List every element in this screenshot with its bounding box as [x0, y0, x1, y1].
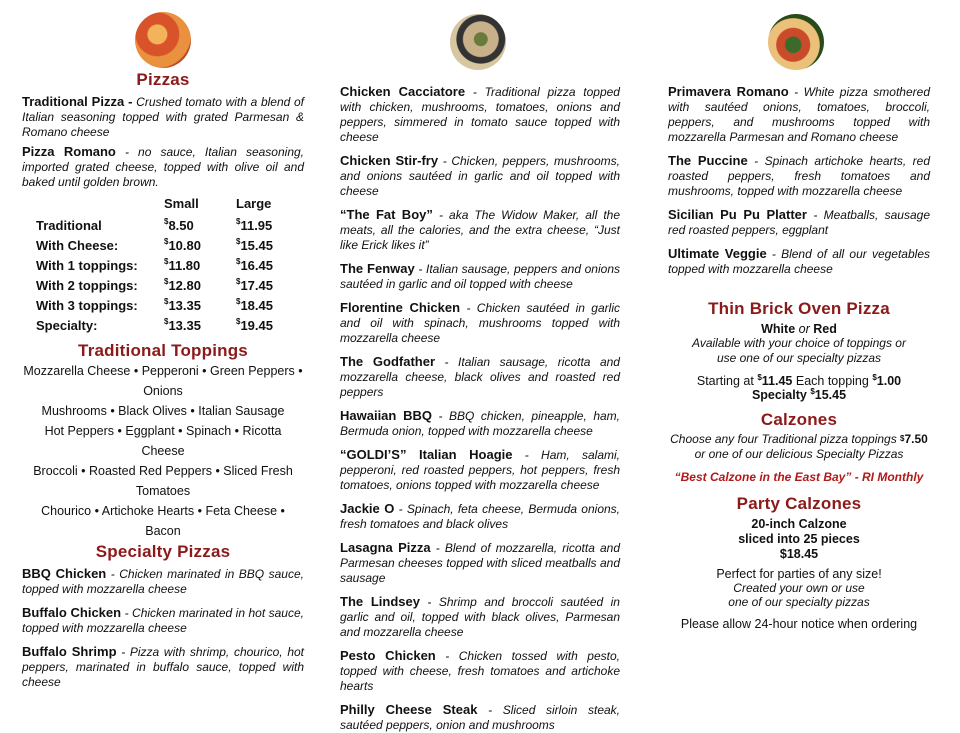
small-header: Small — [164, 196, 199, 211]
price-row: Traditional $8.50 $11.95 — [36, 216, 273, 233]
menu-item: Jackie O - Spinach, feta cheese, Bermuda onions, fresh tomatoes and black olives — [340, 501, 620, 531]
menu-item: The Godfather - Italian sausage, ricotta and mozzarella cheese, black olives and roasted red peppers — [340, 354, 620, 399]
menu-item: The Lindsey - Shrimp and broccoli sautéed in garlic and oil, topped with black olives, Parmesan and mozzarella cheese — [340, 594, 620, 639]
thin-pizza-heading: Thin Brick Oven Pizza — [708, 299, 890, 318]
menu-item: Pesto Chicken - Chicken tossed with pesto, topped with cheese, fresh tomatoes and artichoke hearts — [340, 648, 620, 693]
menu-item: Lasagna Pizza - Blend of mozzarella, ricotta and Parmesan cheeses topped with sliced meatballs and sausage — [340, 540, 620, 585]
pepperoni-pizza-image — [135, 12, 191, 68]
thin-pizza-specialty-price: Specialty $15.45 — [751, 387, 847, 402]
party-calzone-options: Created your own or use one of our specialty pizzas — [728, 581, 870, 609]
order-notice: Please allow 24-hour notice when ordering — [680, 617, 918, 631]
price-row: With Cheese: $10.80 $15.45 — [36, 236, 273, 253]
menu-item: Chicken Cacciatore - Traditional pizza topped with chicken, mushrooms, tomatoes, onions and peppers, simmered in tomato sauce topped with cheese — [340, 84, 620, 144]
specialty-pizza-image — [450, 14, 506, 70]
thin-pizza-availability: Available with your choice of toppings or use one of our specialty pizzas — [692, 336, 906, 365]
calzones-heading: Calzones — [760, 410, 838, 429]
large-header: Large — [236, 196, 272, 211]
menu-column-3 — [668, 0, 930, 631]
menu-item: Philly Cheese Steak - Sliced sirloin steak, sautéed peppers, onion and mushrooms — [340, 702, 621, 732]
menu-item: Pizza Romano - no sauce, Italian seasoning, imported grated cheese, topped with olive oil and baked until golden brown. — [22, 144, 305, 189]
thin-pizza-options: White or Red — [761, 322, 837, 336]
menu-item: BBQ Chicken - Chicken marinated in BBQ sauce, topped with mozzarella cheese — [22, 566, 304, 596]
menu-item: Chicken Stir-fry - Chicken, peppers, mushrooms, and onions sautéed in garlic and oil topped with cheese — [340, 153, 620, 198]
party-calzone-details: 20-inch Calzone sliced into 25 pieces $18.45 — [738, 517, 860, 561]
calzones-description: Choose any four Traditional pizza toppings $7.50 or one of our delicious Specialty Pizzas — [670, 432, 928, 461]
menu-item: The Puccine - Spinach artichoke hearts, red roasted peppers, fresh tomatoes and mushrooms, topped with mozzarella cheese — [668, 153, 930, 198]
price-row: With 2 toppings: $12.80 $17.45 — [36, 276, 273, 293]
pizza-price-table — [36, 194, 273, 335]
menu-column-2 — [340, 0, 621, 732]
price-row: With 1 toppings: $11.80 $16.45 — [36, 256, 273, 273]
toppings-list: Mozzarella Cheese • Pepperoni • Green Peppers • Onions Mushrooms • Black Olives • Italian Sausage Hot Peppers • Eggplant • Spinach • Ricotta Cheese Broccoli • Roasted Red Peppers • Sliced Fresh Tomatoes Chourico • Artichoke Hearts • Feta Cheese • Bacon — [23, 364, 303, 538]
menu-item: The Fenway - Italian sausage, peppers and onions sautéed in garlic and oil topped with cheese — [340, 261, 620, 291]
party-calzones-heading: Party Calzones — [736, 494, 862, 513]
menu-item: Traditional Pizza - Crushed tomato with a blend of Italian seasoning topped with grated Parmesan & Romano cheese — [22, 94, 304, 139]
price-row: With 3 toppings: $13.35 $18.45 — [36, 296, 273, 313]
menu-item: Ultimate Veggie - Blend of all our vegetables topped with mozzarella cheese — [668, 246, 930, 276]
menu-item: “The Fat Boy” - aka The Widow Maker, all the meats, all the calories, and the extra cheese, “Just like Erick likes it” — [340, 207, 620, 252]
pizzas-heading: Pizzas — [136, 70, 190, 89]
menu-column-1 — [22, 0, 305, 689]
menu-item: Primavera Romano - White pizza smothered with sautéed onions, tomatoes, broccoli, peppers, and mushrooms topped with mozzarella Parmesan and Romano cheese — [668, 84, 930, 144]
toppings-heading: Traditional Toppings — [78, 341, 248, 360]
menu-item: Florentine Chicken - Chicken sautéed in garlic and oil with spinach, mushrooms topped with mozzarella cheese — [340, 300, 620, 345]
menu-item: Hawaiian BBQ - BBQ chicken, pineapple, ham, Bermuda onion, topped with mozzarella cheese — [340, 408, 620, 438]
thin-pizza-pricing: Starting at $11.45 Each topping $1.00 — [696, 373, 902, 388]
menu-item: “GOLDI’S” Italian Hoagie - Ham, salami, pepperoni, red roasted peppers, hot peppers, fresh tomatoes, onions topped with mozzarella cheese — [340, 447, 621, 492]
price-header-row — [36, 194, 273, 215]
calzone-review-quote: “Best Calzone in the East Bay” - RI Monthly — [674, 470, 924, 484]
menu-item: Sicilian Pu Pu Platter - Meatballs, sausage red roasted peppers, eggplant — [668, 207, 930, 237]
menu-item: Buffalo Chicken - Chicken marinated in hot sauce, topped with mozzarella cheese — [22, 605, 304, 635]
specialty-heading: Specialty Pizzas — [95, 542, 231, 561]
veggie-pizza-image — [768, 14, 824, 70]
price-row: Specialty: $13.35 $19.45 — [36, 316, 273, 333]
menu-item: Buffalo Shrimp - Pizza with shrimp, chourico, hot peppers, marinated in buffalo sauce, topped with cheese — [22, 644, 304, 689]
party-calzone-note: Perfect for parties of any size! — [716, 567, 882, 581]
